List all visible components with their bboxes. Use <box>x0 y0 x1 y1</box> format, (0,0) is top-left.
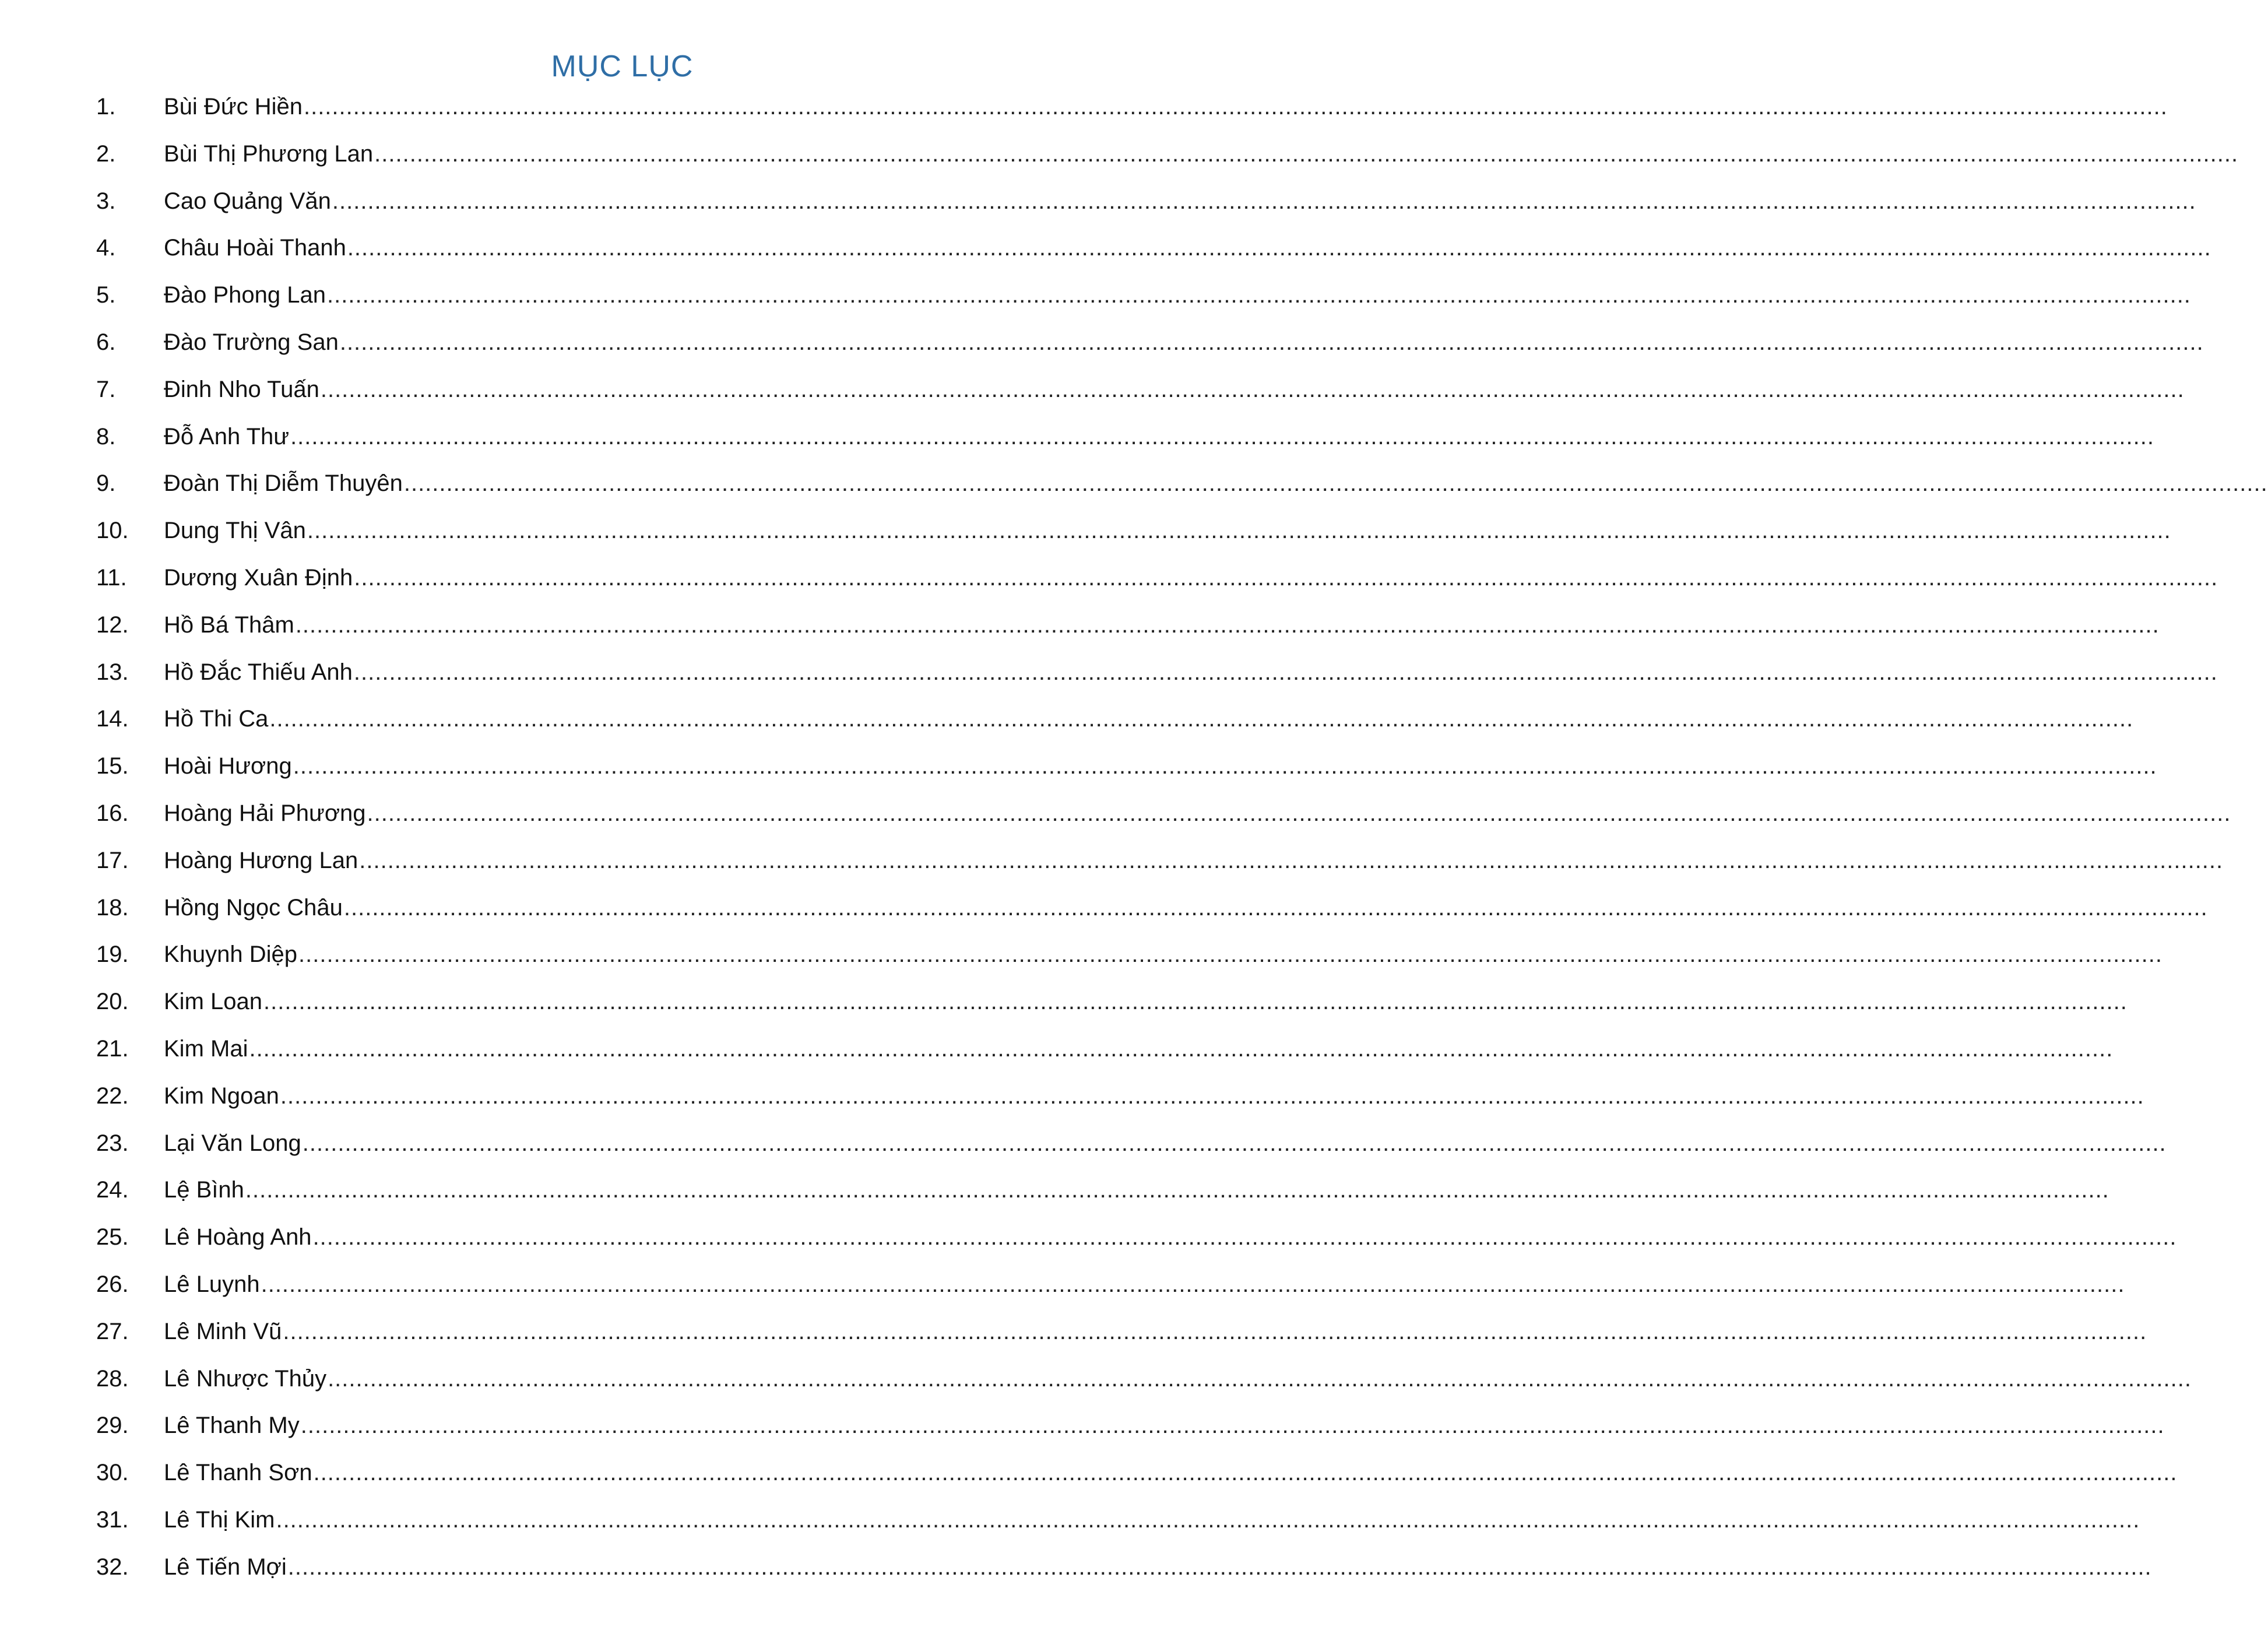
toc-dot-leader: ........................................................................................................................................................................................................................................................................ <box>313 1460 2178 1486</box>
toc-dot-leader: ........................................................................................................................................................................................................................................................................ <box>374 140 2239 167</box>
toc-entry-number: 28. <box>96 1365 129 1392</box>
toc-dot-leader: ........................................................................................................................................................................................................................................................................ <box>403 470 2268 497</box>
toc-title: MỤC LỤC <box>551 50 694 83</box>
toc-entry-number: 6. <box>96 329 116 355</box>
toc-entry-number: 14. <box>96 706 129 732</box>
toc-entry-name: Lệ Bình <box>164 1177 244 1203</box>
toc-dot-leader: ........................................................................................................................................................................................................................................................................ <box>295 612 2160 638</box>
toc-dot-leader: ........................................................................................................................................................................................................................................................................ <box>249 1035 2114 1062</box>
toc-entry-number: 3. <box>96 188 116 214</box>
toc-dot-leader: ........................................................................................................................................................................................................................................................................ <box>300 1413 2165 1439</box>
toc-entry-name: Hồ Bá Thâm <box>164 612 294 638</box>
toc-dot-leader: ........................................................................................................................................................................................................................................................................ <box>303 94 2168 120</box>
toc-dot-leader: ........................................................................................................................................................................................................................................................................ <box>328 1365 2192 1392</box>
toc-dot-leader: ........................................................................................................................................................................................................................................................................ <box>347 235 2211 261</box>
toc-entry-name: Lê Thanh Sơn <box>164 1460 312 1486</box>
toc-dot-leader: ........................................................................................................................................................................................................................................................................ <box>353 659 2218 685</box>
toc-dot-leader: ........................................................................................................................................................................................................................................................................ <box>312 1224 2177 1250</box>
toc-dot-leader: ........................................................................................................................................................................................................................................................................ <box>327 282 2191 308</box>
toc-entry-number: 2. <box>96 140 116 167</box>
toc-entry[interactable] <box>96 1073 2144 1120</box>
toc-dot-leader: ........................................................................................................................................................................................................................................................................ <box>283 1318 2147 1344</box>
toc-entry-name: Hồ Đắc Thiếu Anh <box>164 659 353 685</box>
toc-entry-number: 10. <box>96 518 129 544</box>
toc-entry-name: Hoàng Hương Lan <box>164 847 358 873</box>
toc-entry-number: 29. <box>96 1413 129 1439</box>
toc-entry[interactable] <box>96 554 2218 602</box>
toc-entry-name: Lại Văn Long <box>164 1130 301 1156</box>
toc-dot-leader: ........................................................................................................................................................................................................................................................................ <box>320 376 2185 402</box>
toc-dot-leader: ........................................................................................................................................................................................................................................................................ <box>245 1177 2109 1203</box>
toc-entry[interactable] <box>96 1544 2152 1591</box>
toc-entry-name: Bùi Thị Phương Lan <box>164 140 374 167</box>
toc-dot-leader: ........................................................................................................................................................................................................................................................................ <box>367 800 2231 826</box>
toc-entry-name: Kim Ngoan <box>164 1083 279 1109</box>
toc-dot-leader: ........................................................................................................................................................................................................................................................................ <box>280 1083 2144 1109</box>
toc-entry[interactable] <box>96 1261 2125 1308</box>
toc-entry-name: Cao Quảng Văn <box>164 188 331 214</box>
toc-entry-name: Lê Luynh <box>164 1271 260 1297</box>
toc-entry[interactable] <box>96 83 2168 131</box>
toc-entry-number: 25. <box>96 1224 129 1250</box>
toc-entry-name: Kim Loan <box>164 989 262 1015</box>
toc-entry[interactable] <box>96 695 2134 743</box>
toc-entry[interactable] <box>96 978 2128 1025</box>
toc-entry[interactable] <box>96 1214 2177 1261</box>
toc-list <box>96 83 2268 1591</box>
toc-dot-leader: ........................................................................................................................................................................................................................................................................ <box>290 423 2154 449</box>
toc-entry-number: 21. <box>96 1035 129 1062</box>
toc-dot-leader: ........................................................................................................................................................................................................................................................................ <box>354 564 2218 591</box>
toc-entry-number: 31. <box>96 1506 129 1533</box>
toc-entry[interactable] <box>96 1497 2140 1544</box>
toc-entry-number: 26. <box>96 1271 129 1297</box>
toc-entry-name: Đỗ Anh Thư <box>164 423 290 449</box>
toc-entry-number: 24. <box>96 1177 129 1203</box>
toc-entry-name: Khuynh Diệp <box>164 942 298 968</box>
toc-entry-name: Dung Thị Vân <box>164 518 306 544</box>
toc-entry-number: 15. <box>96 753 129 779</box>
toc-dot-leader: ........................................................................................................................................................................................................................................................................ <box>263 989 2128 1015</box>
toc-entry-number: 4. <box>96 235 116 261</box>
toc-dot-leader: ........................................................................................................................................................................................................................................................................ <box>359 847 2224 873</box>
toc-dot-leader: ........................................................................................................................................................................................................................................................................ <box>298 942 2162 968</box>
toc-entry[interactable] <box>96 1308 2147 1355</box>
toc-dot-leader: ........................................................................................................................................................................................................................................................................ <box>269 706 2134 732</box>
toc-entry[interactable] <box>96 507 2171 554</box>
toc-dot-leader: ........................................................................................................................................................................................................................................................................ <box>302 1130 2167 1156</box>
toc-entry[interactable] <box>96 1025 2114 1073</box>
toc-entry-name: Kim Mai <box>164 1035 248 1062</box>
toc-entry-number: 17. <box>96 847 129 873</box>
toc-entry-number: 1. <box>96 94 116 120</box>
toc-entry[interactable] <box>96 743 2157 790</box>
toc-entry[interactable] <box>96 837 2224 884</box>
toc-entry[interactable] <box>96 1402 2165 1449</box>
toc-entry-name: Đào Phong Lan <box>164 282 326 308</box>
toc-entry[interactable] <box>96 1167 2109 1214</box>
toc-entry-number: 27. <box>96 1318 129 1344</box>
toc-entry-number: 13. <box>96 659 129 685</box>
toc-entry-number: 30. <box>96 1460 129 1486</box>
toc-entry-number: 18. <box>96 894 129 921</box>
toc-dot-leader: ........................................................................................................................................................................................................................................................................ <box>276 1506 2140 1533</box>
toc-entry-name: Hồ Thi Ca <box>164 706 269 732</box>
toc-entry-name: Lê Hoàng Anh <box>164 1224 312 1250</box>
toc-entry-name: Đoàn Thị Diễm Thuyên <box>164 470 403 497</box>
toc-entry-name: Đào Trường San <box>164 329 339 355</box>
toc-entry-number: 22. <box>96 1083 129 1109</box>
toc-entry-number: 7. <box>96 376 116 402</box>
toc-entry-number: 5. <box>96 282 116 308</box>
toc-entry[interactable] <box>96 224 2211 272</box>
toc-entry-name: Hoài Hương <box>164 753 292 779</box>
toc-entry[interactable] <box>96 1449 2178 1497</box>
toc-entry[interactable] <box>96 1355 2192 1403</box>
toc-dot-leader: ........................................................................................................................................................................................................................................................................ <box>332 188 2196 214</box>
toc-entry-name: Lê Tiến Mợi <box>164 1554 287 1580</box>
toc-entry-number: 32. <box>96 1554 129 1580</box>
toc-entry[interactable] <box>96 931 2162 978</box>
toc-entry-name: Lê Nhược Thủy <box>164 1365 327 1392</box>
toc-entry-name: Châu Hoài Thanh <box>164 235 346 261</box>
toc-entry[interactable] <box>96 366 2185 413</box>
toc-entry-number: 16. <box>96 800 129 826</box>
toc-entry[interactable] <box>96 884 2208 932</box>
toc-entry-name: Dương Xuân Định <box>164 564 353 591</box>
toc-dot-leader: ........................................................................................................................................................................................................................................................................ <box>261 1271 2125 1297</box>
toc-entry-number: 8. <box>96 423 116 449</box>
toc-entry[interactable] <box>96 602 2160 649</box>
toc-dot-leader: ........................................................................................................................................................................................................................................................................ <box>293 753 2157 779</box>
toc-entry-name: Lê Thị Kim <box>164 1506 275 1533</box>
toc-entry-name: Lê Thanh My <box>164 1413 300 1439</box>
toc-entry-name: Hồng Ngọc Châu <box>164 894 343 921</box>
toc-entry[interactable] <box>96 649 2218 696</box>
toc-entry[interactable] <box>96 460 2268 507</box>
toc-entry-number: 11. <box>96 564 127 591</box>
toc-entry[interactable] <box>96 178 2196 225</box>
toc-entry-number: 12. <box>96 612 129 638</box>
toc-dot-leader: ........................................................................................................................................................................................................................................................................ <box>343 894 2208 921</box>
toc-dot-leader: ........................................................................................................................................................................................................................................................................ <box>287 1554 2152 1580</box>
toc-entry[interactable] <box>96 413 2154 461</box>
toc-dot-leader: ........................................................................................................................................................................................................................................................................ <box>339 329 2204 355</box>
toc-entry-name: Đinh Nho Tuấn <box>164 376 319 402</box>
toc-entry-number: 19. <box>96 942 129 968</box>
toc-entry-number: 9. <box>96 470 116 497</box>
toc-dot-leader: ........................................................................................................................................................................................................................................................................ <box>307 518 2171 544</box>
toc-entry-name: Lê Minh Vũ <box>164 1318 282 1344</box>
toc-entry[interactable] <box>96 131 2239 178</box>
toc-entry-number: 23. <box>96 1130 129 1156</box>
toc-entry[interactable] <box>96 790 2231 837</box>
toc-entry[interactable] <box>96 319 2204 366</box>
toc-entry-number: 20. <box>96 989 129 1015</box>
toc-entry-name: Hoàng Hải Phương <box>164 800 366 826</box>
toc-entry[interactable] <box>96 272 2191 319</box>
toc-entry-name: Bùi Đức Hiền <box>164 94 303 120</box>
toc-entry[interactable] <box>96 1120 2167 1167</box>
